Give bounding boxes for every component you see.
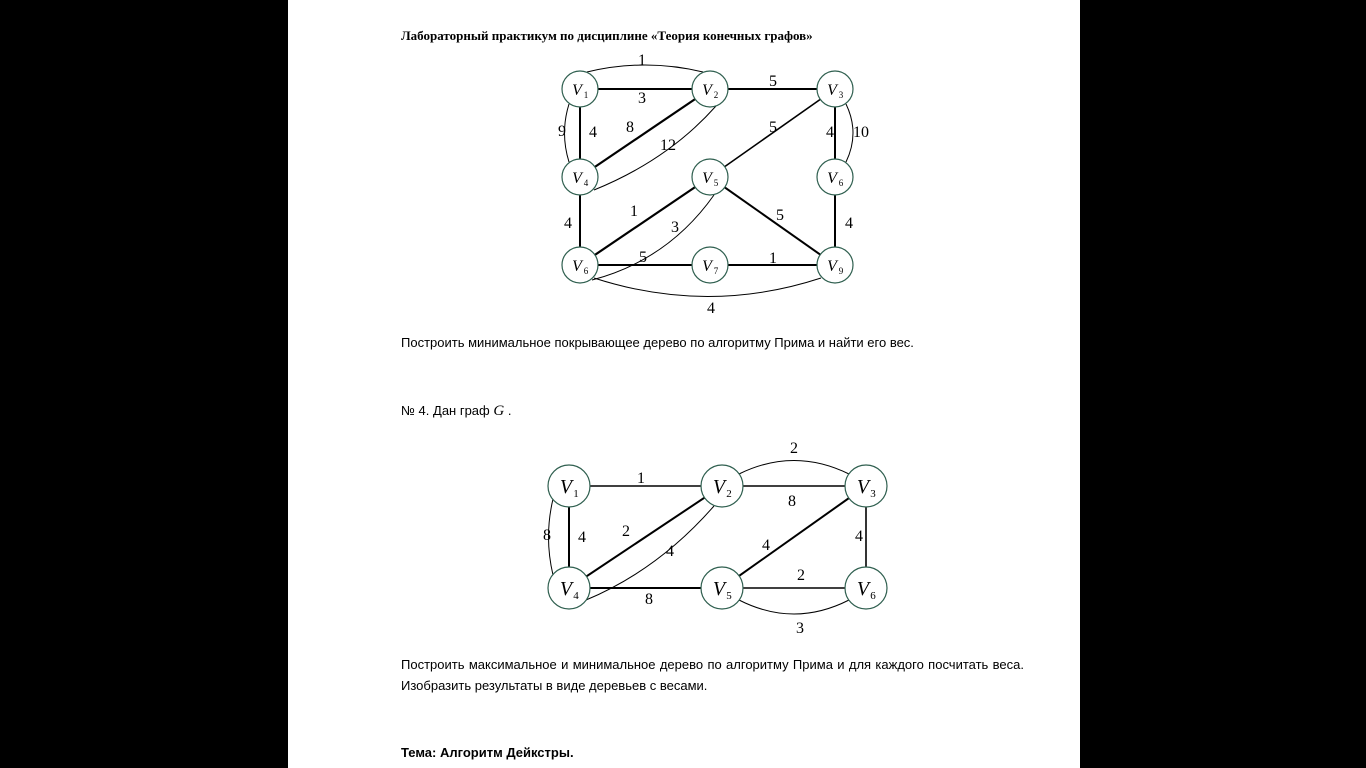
edge-weight-label: 5	[776, 207, 784, 224]
task-3-text: Построить минимальное покрывающее дерево по алгоритму Прима и найти его вес.	[401, 335, 914, 350]
edge	[739, 461, 849, 475]
edge-weight-label: 1	[637, 470, 645, 487]
edge-weight-label: 5	[769, 119, 777, 136]
edge-weight-label: 4	[762, 537, 770, 554]
edge	[569, 486, 722, 588]
vertex-subscript: 6	[838, 178, 844, 188]
vertex-subscript: 4	[583, 178, 589, 188]
edge	[739, 600, 849, 614]
edge-weight-label: 4	[845, 215, 853, 232]
edge-weight-label: 9	[558, 123, 566, 140]
vertex-subscript: 5	[713, 178, 719, 188]
vertex-subscript: 3	[870, 488, 876, 500]
edge	[586, 506, 714, 600]
edge-weight-label: 4	[564, 215, 572, 232]
edge-weight-label: 8	[626, 119, 634, 136]
edge-weight-label: 2	[622, 523, 630, 540]
vertex-v5	[701, 567, 743, 609]
vertex-name: V	[827, 258, 837, 275]
vertex-name: V	[572, 82, 582, 99]
vertex-subscript: 3	[838, 90, 844, 100]
vertex-name: V	[702, 170, 712, 187]
edge-weight-label: 2	[797, 567, 805, 584]
document-page	[288, 0, 1080, 768]
edge-weight-label: 4	[589, 124, 597, 141]
vertex-subscript: 4	[573, 590, 579, 602]
edge-weight-label: 8	[788, 493, 796, 510]
graph-2-diagram	[288, 0, 1080, 650]
vertex-v3	[845, 465, 887, 507]
edge-weight-label: 4	[707, 300, 715, 317]
vertex-name: V	[856, 476, 870, 498]
vertex-name: V	[827, 82, 837, 99]
vertex-v1	[548, 465, 590, 507]
edge-weight-label: 3	[638, 90, 646, 107]
vertex-subscript: 6	[583, 266, 589, 276]
edge-weight-label: 1	[630, 203, 638, 220]
vertex-name: V	[572, 170, 582, 187]
edge-weight-label: 8	[645, 591, 653, 608]
vertex-subscript: 1	[573, 488, 579, 500]
edge-weight-label: 5	[769, 73, 777, 90]
edge-weight-label: 5	[639, 249, 647, 266]
vertex-v2	[701, 465, 743, 507]
edge-weight-label: 12	[660, 137, 676, 154]
task-4-suffix: .	[504, 403, 512, 418]
vertex-subscript: 2	[726, 488, 732, 500]
edge-weight-label: 4	[826, 124, 834, 141]
vertex-name: V	[712, 476, 726, 498]
edge-weight-label: 2	[790, 440, 798, 457]
vertex-subscript: 2	[713, 90, 719, 100]
vertex-name: V	[856, 578, 870, 600]
task-4-text: Построить максимальное и минимальное дерево по алгоритму Прима и для каждого посчитать веса. Изобразить результаты в виде деревьев с весами.	[401, 657, 1024, 693]
vertex-v6	[845, 567, 887, 609]
page-header: Лабораторный практикум по дисциплине «Теория конечных графов»	[401, 28, 813, 43]
edge-weight-label: 1	[769, 250, 777, 267]
vertex-name: V	[572, 258, 582, 275]
edge-weight-label: 3	[671, 219, 679, 236]
vertex-subscript: 1	[583, 90, 589, 100]
vertex-name: V	[702, 258, 712, 275]
vertex-name: V	[559, 476, 573, 498]
vertex-name: V	[712, 578, 726, 600]
vertex-subscript: 9	[838, 266, 844, 276]
vertex-subscript: 5	[726, 590, 732, 602]
vertex-v4	[548, 567, 590, 609]
edge-weight-label: 4	[855, 528, 863, 545]
edge-weight-label: 4	[578, 529, 586, 546]
vertex-subscript: 6	[870, 590, 876, 602]
edge-weight-label: 1	[638, 52, 646, 69]
edge-weight-label: 4	[666, 543, 674, 560]
task-4-prefix: № 4. Дан граф	[401, 403, 494, 418]
edge-weight-label: 10	[853, 124, 869, 141]
vertex-name: V	[702, 82, 712, 99]
vertex-name: V	[827, 170, 837, 187]
graph-variable: G	[493, 403, 505, 419]
edge-weights	[543, 440, 863, 637]
topic-title: Тема: Алгоритм Дейкстры.	[401, 745, 574, 760]
vertex-name: V	[559, 578, 573, 600]
edge-weight-label: 8	[543, 527, 551, 544]
vertex-subscript: 7	[713, 266, 719, 276]
edge-weight-label: 3	[796, 620, 804, 637]
